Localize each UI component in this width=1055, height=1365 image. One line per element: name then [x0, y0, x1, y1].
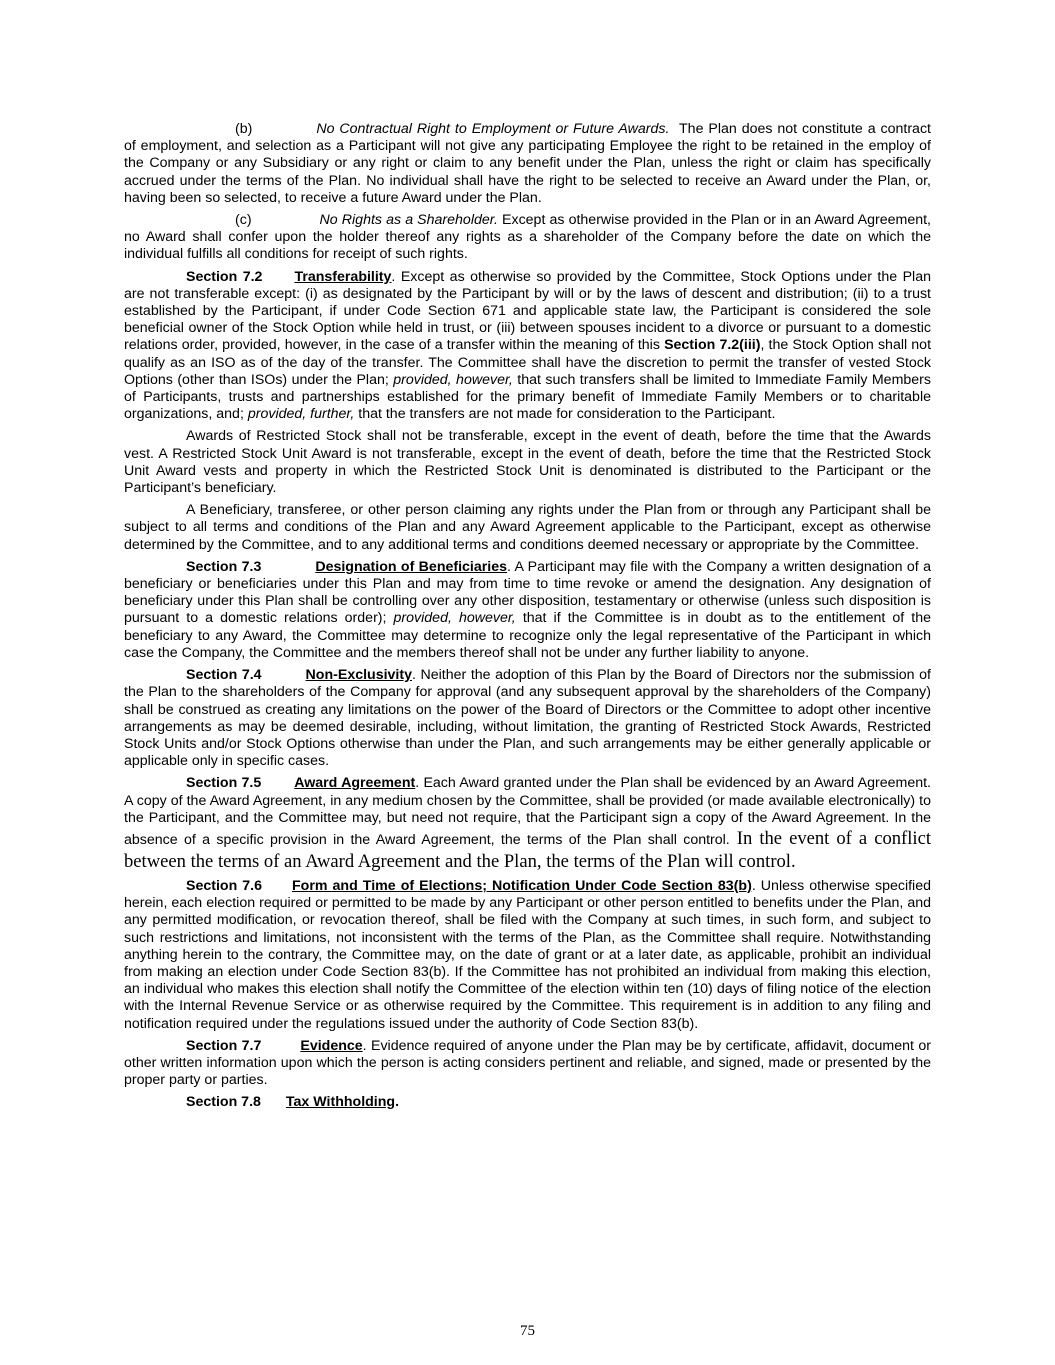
section-7-7: Section 7.7 Evidence. Evidence required of anyone under the Plan may be by certificate, affidavit, document or other written information upon which the person is acting considers pertinent and reliable, and signed, made or presented by the proper party or parties. [124, 1037, 931, 1089]
section-number: Section 7.2 [186, 268, 263, 285]
section-7-3: Section 7.3 Designation of Beneficiaries. A Participant may file with the Company a written designation of a beneficiary or beneficiaries under this Plan and may from time to time revoke or amend the designation. Any designation of beneficiary under this Plan shall be controlling over any other disposition, testamentary or otherwise (unless such disposition is pursuant to a domestic relations order); provided, however, that if the Committee is in doubt as to the entitlement of the beneficiary to any Award, the Committee may determine to recognize only the legal representative of the Participant in which case the Company, the Committee and the members thereof shall not be under any further liability to anyone. [124, 558, 931, 661]
paragraph-text: The Plan does not constitute a contract of employment, and selection as a Participant will not give any participating Employee the right to be retained in the employ of the Company or any Subsidiary or any right or claim to any benefit under the Plan, unless the right or claim has specifically accrued under the terms of the Plan. No individual shall have the right to be selected to receive an Award under the Plan, or, having been so selected, to receive a future Award under the Plan. [124, 121, 931, 206]
section-number: Section 7.7 [186, 1037, 262, 1054]
subsection-label: (b) [235, 121, 253, 137]
section-title: Tax Withholding [285, 1094, 396, 1111]
section-title: Form and Time of Elections; Notification Under Code Section 83(b) [292, 877, 752, 894]
section-number: Section 7.8 [186, 1094, 261, 1111]
section-7-2: Section 7.2 Transferability. Except as otherwise so provided by the Committee, Stock Options under the Plan are not transferable except: (i) as designated by the Participant by will or by the laws of descent and distribution; (ii) to a trust established by the Participant, if under Code Section 671 and applicable state law, the Participant is considered the sole beneficial owner of the Stock Option while held in trust, or (iii) between spouses incident to a divorce or pursuant to a domestic relations order, provided, however, in the case of a transfer within the meaning of this Section 7.2(iii), the Stock Option shall not qualify as an ISO as of the day of the transfer. The Committee shall have the discretion to permit the transfer of vested Stock Options (other than ISOs) under the Plan; provided, however, that such transfers shall be limited to Immediate Family Members of Participants, trusts and partnerships established for the primary benefit of Immediate Family Members or to charitable organizations, and; provided, further, that the transfers are not made for consideration to the Participant. [124, 268, 932, 423]
document-body [124, 121, 931, 1117]
section-reference: Section 7.2(iii) [664, 337, 761, 354]
paragraph-b [124, 121, 931, 207]
section-7-8: Section 7.8 Tax Withholding. [186, 1094, 400, 1111]
section-7-2-paragraph-3: A Beneficiary, transferee, or other person claiming any rights under the Plan from or through any Participant shall be subject to all terms and conditions of the Plan and any Award Agreement applicable to the Participant, except as otherwise determined by the Committee, and to any additional terms and conditions deemed necessary or appropriate by the Committee. [124, 502, 931, 553]
subsection-heading: No Rights as a Shareholder. [319, 212, 498, 229]
paragraph-c [124, 212, 931, 264]
section-title: Designation of Beneficiaries [315, 558, 508, 575]
paragraph-text: Except as otherwise provided in the Plan or in an Award Agreement, no Award shall confer upon the holder thereof any rights as a shareholder of the Company before the date on which the individual fulfills all conditions for receipt of such rights. [124, 212, 931, 263]
section-7-5: Section 7.5 Award Agreement. Each Award granted under the Plan shall be evidenced by an Award Agreement. A copy of the Award Agreement, in any medium chosen by the Committee, shall be provided (or made available electronically) to the Participant, and the Committee may, but need not require, that the Participant sign a copy of the Award Agreement. In the absence of a specific provision in the Award Agreement, the terms of the Plan shall control. In the event of a conflict between the terms of an Award Agreement and the Plan, the terms of the Plan will control. [124, 775, 931, 872]
section-title: Award Agreement [294, 775, 416, 792]
section-title: Evidence [300, 1037, 363, 1054]
section-number: Section 7.4 [186, 667, 262, 684]
section-title: Non-Exclusivity [305, 667, 412, 684]
section-number: Section 7.3 [186, 558, 262, 575]
section-7-6: Section 7.6 Form and Time of Elections; Notification Under Code Section 83(b). Unless otherwise specified herein, each election required or permitted to be made by any Participant or other person entitled to benefits under the Plan, and any permitted modification, or revocation thereof, shall be filed with the Company at such times, in such form, and subject to such restrictions and limitations, not inconsistent with the terms of the Plan, as the Committee shall require. Notwithstanding anything herein to the contrary, the Committee may, on the date of grant or at a later date, as applicable, prohibit an individual from making an election under Code Section 83(b). If the Committee has not prohibited an individual from making this election, an individual who makes this election shall notify the Committee of the election within ten (10) days of filing notice of the election with the Internal Revenue Service or as otherwise required by the Committee. This requirement is in addition to any filing and notification required under the regulations issued under the authority of Code Section 83(b). [124, 877, 931, 1032]
serif-sentence: In the event of a conflict between the terms of an Award Agreement and the Plan, the terms of the Plan will control. [124, 827, 931, 872]
subsection-label: (c) [235, 212, 252, 229]
subsection-heading: No Contractual Right to Employment or Future Awards. [316, 121, 670, 137]
section-title: Transferability [294, 268, 392, 285]
page-number: 75 [520, 1323, 535, 1339]
section-number: Section 7.6 [186, 877, 263, 894]
section-7-4: Section 7.4 Non-Exclusivity. Neither the adoption of this Plan by the Board of Directors nor the submission of the Plan to the shareholders of the Company for approval (and any subsequent approval by the shareholders of the Company) shall be construed as creating any limitations on the power of the Board of Directors or the Committee to adopt other incentive arrangements as may be deemed desirable, including, without limitation, the granting of Restricted Stock Awards, Restricted Stock Units and/or Stock Options otherwise than under the Plan, and such arrangements may be either generally applicable or applicable only in specific cases. [124, 667, 931, 770]
section-number: Section 7.5 [186, 775, 262, 792]
section-7-2-paragraph-2: Awards of Restricted Stock shall not be transferable, except in the event of death, before the time that the Awards vest. A Restricted Stock Unit Award is not transferable, except in the event of death, before the time that the Restricted Stock Unit Award vests and property in which the Restricted Stock Unit is denominated is distributed to the Participant or the Participant’s beneficiary. [124, 428, 931, 497]
